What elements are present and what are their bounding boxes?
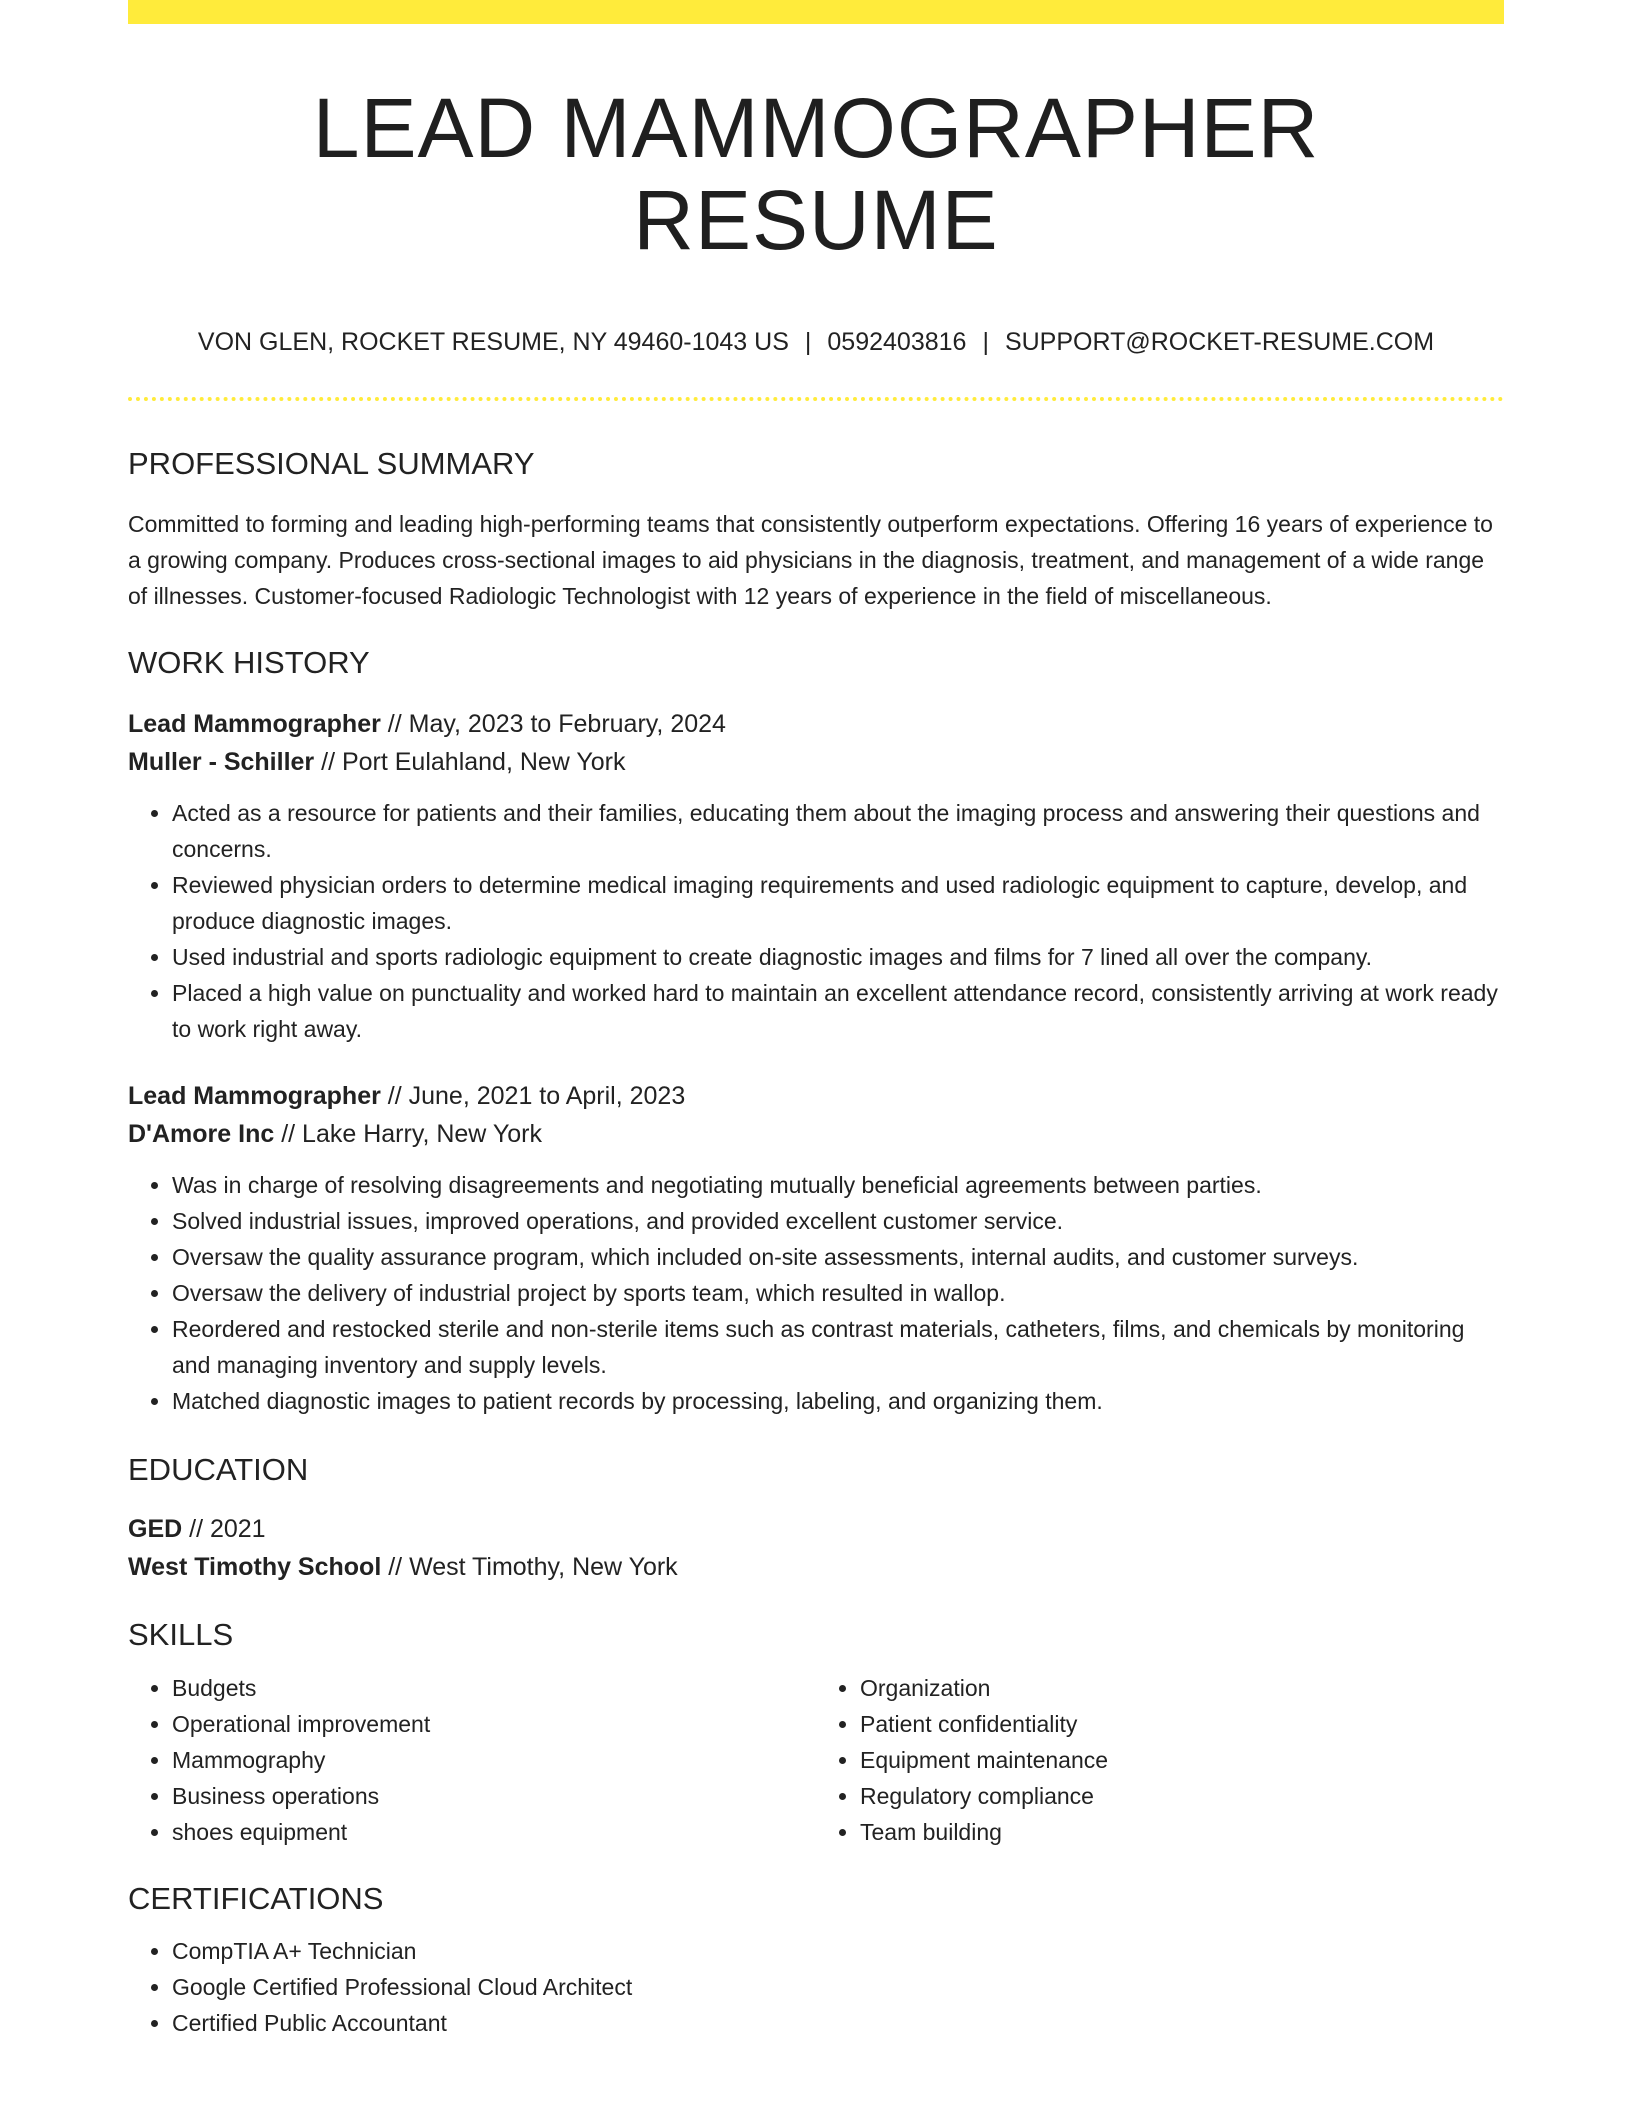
job-bullets (128, 1167, 1504, 1419)
contact-separator: | (982, 327, 989, 356)
job-bullets (128, 795, 1504, 1047)
education-year: // 2021 (182, 1515, 266, 1544)
job-company-line (128, 743, 1504, 781)
job-entry (128, 705, 1504, 1047)
list-item: • Patient confidentiality (860, 1706, 1504, 1742)
list-item: • Operational improvement (172, 1706, 816, 1742)
list-item: • Solved industrial issues, improved operations, and provided excellent customer service. (172, 1203, 1504, 1239)
list-item: • Oversaw the quality assurance program, which included on-site assessments, internal audits, and customer surveys. (172, 1239, 1504, 1275)
page-title: LEAD MAMMOGRAPHER RESUME (312, 81, 1320, 268)
list-item: • Placed a high value on punctuality and worked hard to maintain an excellent attendance record, consistently arriving at work ready to work right away. (172, 975, 1504, 1047)
job-company: Muller - Schiller (128, 748, 315, 777)
list-item: • shoes equipment (172, 1814, 816, 1850)
list-item: • Equipment maintenance (860, 1742, 1504, 1778)
education-entry (128, 1510, 1504, 1586)
list-item: • Team building (860, 1814, 1504, 1850)
job-role: Lead Mammographer (128, 1082, 381, 1111)
skills-list-right (816, 1670, 1504, 1850)
summary-text: Committed to forming and leading high-performing teams that consistently outperform expectations. Offering 16 years of experience to a growing company. Produces cross-sectional images to aid physicians in the diagnosis, treatment, and management of a wide range of illnesses. Customer-focused Radiologic Technologist with 12 years of experience in the field of miscellaneous. (128, 510, 1493, 609)
list-item: • Oversaw the delivery of industrial project by sports team, which resulted in wallop. (172, 1275, 1504, 1311)
education-degree-line (128, 1510, 1504, 1548)
contact-line (128, 327, 1504, 357)
skills-list-left (128, 1670, 816, 1850)
education-school-line (128, 1548, 1504, 1586)
skills-grid (128, 1654, 1504, 1850)
list-item: • Used industrial and sports radiologic equipment to create diagnostic images and films for 7 lined all over the company. (172, 939, 1504, 975)
summary-heading: PROFESSIONAL SUMMARY (128, 445, 535, 481)
list-item: • Organization (860, 1670, 1504, 1706)
list-item: • Reviewed physician orders to determine medical imaging requirements and used radiologic equipment to capture, develop, and produce diagnostic images. (172, 867, 1504, 939)
job-title-line (128, 1077, 1504, 1115)
job-company-line (128, 1115, 1504, 1153)
list-item: • Regulatory compliance (860, 1778, 1504, 1814)
list-item: • Mammography (172, 1742, 816, 1778)
header-divider (128, 397, 1504, 401)
work-history-heading: WORK HISTORY (128, 644, 370, 680)
certifications-heading: CERTIFICATIONS (128, 1880, 384, 1916)
job-dates: // May, 2023 to February, 2024 (380, 710, 726, 739)
list-item: • Budgets (172, 1670, 816, 1706)
job-title-line (128, 705, 1504, 743)
top-accent-bar (128, 0, 1504, 24)
contact-separator: | (804, 327, 812, 356)
resume-content (128, 0, 1504, 2041)
job-company: D'Amore Inc (128, 1120, 275, 1149)
education-school: West Timothy School (128, 1553, 382, 1582)
contact-email: SUPPORT@ROCKET-RESUME.COM (1004, 327, 1435, 356)
job-location: // Port Eulahland, New York (314, 748, 626, 777)
certifications-list (128, 1933, 1504, 2041)
job-location: // Lake Harry, New York (274, 1120, 542, 1149)
education-degree: GED (128, 1515, 183, 1544)
list-item: • Matched diagnostic images to patient records by processing, labeling, and organizing them. (172, 1383, 1504, 1419)
list-item: • Acted as a resource for patients and their families, educating them about the imaging process and answering their questions and concerns. (172, 795, 1504, 867)
list-item: • Reordered and restocked sterile and non-sterile items such as contrast materials, catheters, films, and chemicals by monitoring and managing inventory and supply levels. (172, 1311, 1504, 1383)
education-location: // West Timothy, New York (381, 1553, 678, 1582)
list-item: • CompTIA A+ Technician (172, 1933, 1504, 1969)
job-dates: // June, 2021 to April, 2023 (380, 1082, 686, 1111)
job-entry (128, 1077, 1504, 1419)
contact-phone: 0592403816 (827, 327, 967, 356)
job-role: Lead Mammographer (128, 710, 381, 739)
education-heading: EDUCATION (128, 1452, 309, 1488)
list-item: • Certified Public Accountant (172, 2005, 1504, 2041)
list-item: • Google Certified Professional Cloud Architect (172, 1969, 1504, 2005)
list-item: • Business operations (172, 1778, 816, 1814)
list-item: • Was in charge of resolving disagreements and negotiating mutually beneficial agreements between parties. (172, 1167, 1504, 1203)
contact-address: VON GLEN, ROCKET RESUME, NY 49460-1043 US (197, 327, 789, 356)
skills-heading: SKILLS (128, 1617, 234, 1653)
